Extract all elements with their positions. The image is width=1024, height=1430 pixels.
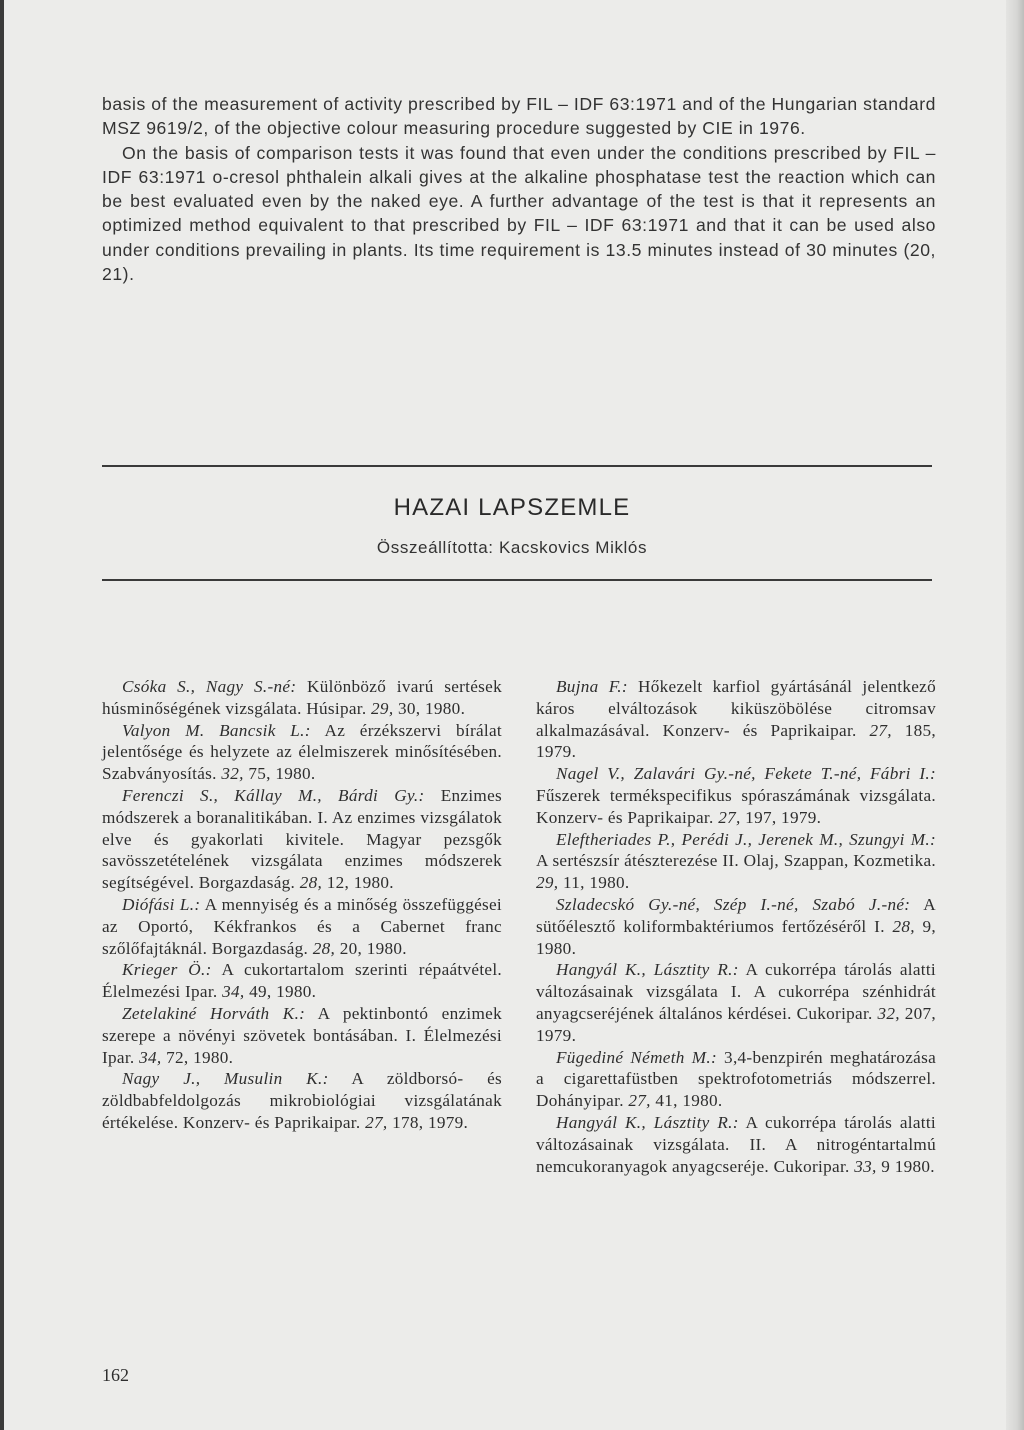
reference-entry <box>102 1003 502 1068</box>
reference-pages-year: 20, 1980. <box>335 938 407 958</box>
reference-pages-year: 178, 1979. <box>387 1112 469 1132</box>
reference-authors: Fügediné Németh M.: <box>556 1047 717 1067</box>
reference-authors: Hangyál K., Lásztity R.: <box>556 960 739 980</box>
reference-authors: Diófási L.: <box>122 894 201 914</box>
section-rule-bottom <box>102 579 932 581</box>
reference-volume: 29, <box>536 873 559 893</box>
reference-volume: 27, <box>365 1112 388 1132</box>
reference-authors: Eleftheriades P., Perédi J., Jerenek M., Szungyi M.: <box>556 829 936 849</box>
reference-entry <box>536 894 936 959</box>
reference-title: Hőkezelt karfiol gyártásánál jelentkező káros elváltozások kiküszöbölése citromsav alkalmazásával. Konzerv- és Paprikaipar. <box>536 677 936 740</box>
reference-authors: Nagy J., Musulin K.: <box>122 1069 329 1089</box>
reference-pages-year: 12, 1980. <box>322 873 394 893</box>
reference-entry <box>536 959 936 1046</box>
reference-title: Enzimes módszerek a boranalitikában. I. Az enzimes vizsgálatok elve és gyakorlati kivitele. Magyar pezsgők savösszetételének vizsgálata enzimes módszerek segítségével. Borgazdaság. <box>102 785 502 893</box>
reference-volume: 27, <box>628 1091 651 1111</box>
reference-entry <box>102 676 502 720</box>
reference-volume: 33, <box>854 1156 877 1176</box>
intro-paragraph-1: basis of the measurement of activity prescribed by FIL – IDF 63:1971 and of the Hungarian standard MSZ 9619/2, of the objective colour measuring procedure suggested by CIE in 1976. <box>102 94 936 139</box>
reference-title: 3,4-benzpirén meghatározása a cigarettafüstben spektrofotometriás módszerrel. Dohányipar. <box>536 1047 936 1111</box>
reference-authors: Ferenczi S., Kállay M., Bárdi Gy.: <box>122 785 425 805</box>
reference-pages-year: 41, 1980. <box>650 1091 723 1111</box>
reference-volume: 28, <box>312 938 336 958</box>
intro-paragraph-2: On the basis of comparison tests it was found that even under the conditions prescribed by FIL – IDF 63:1971 o-cresol phthalein alkali gives at the alkaline phosphatase test the reaction which can be best evaluated even by the naked eye. A further advantage of the test is that it represents an optimized method equivalent to that prescribed by FIL – IDF 63:1971 and that it can be used also under conditions prevailing in plants. Its time requirement is 13.5 minutes instead of 30 minutes (20, 21). <box>102 142 936 285</box>
reference-pages-year: 49, 1980. <box>244 982 317 1002</box>
reference-volume: 34, <box>222 982 245 1002</box>
reference-title: A pektinbontó enzimek szerepe a növényi szövetek bontásában. I. Élelmezési Ipar. <box>102 1003 502 1067</box>
reference-title: A sütőélesztő koliformbaktériumos fertőzéséről I. <box>536 894 936 936</box>
reference-authors: Krieger Ö.: <box>122 960 212 980</box>
page-number: 162 <box>102 1365 129 1385</box>
reference-authors: Szladecskó Gy.-né, Szép I.-né, Szabó J.-né: <box>556 894 911 914</box>
references-column-left <box>102 676 502 1134</box>
reference-pages-year: 197, 1979. <box>740 807 822 827</box>
reference-authors: Nagel V., Zalavári Gy.-né, Fekete T.-né, Fábri I.: <box>556 764 936 784</box>
intro-text <box>102 92 936 286</box>
reference-title: A cukorrépa tárolás alatti változásainak vizsgálata. II. A nitrogéntartalmú nemcukoranyagok anyagcseréje. Cukoripar. <box>536 1112 937 1176</box>
reference-title: Fűszerek termékspecifikus spóraszámának vizsgálata. Konzerv- és Paprikaipar. <box>536 785 936 827</box>
reference-authors: Valyon M. Bancsik L.: <box>122 720 311 740</box>
references-column-right <box>536 676 936 1177</box>
reference-entry <box>102 894 502 959</box>
reference-authors: Hangyál K., Lásztity R.: <box>556 1112 739 1132</box>
scan-edge-left <box>0 0 4 1430</box>
section-subtitle: Összeállította: Kacskovics Miklós <box>376 538 648 557</box>
reference-title: A zöldborsó- és zöldbabfeldolgozás mikrobiológiai vizsgálatának értékelése. Konzerv- és Paprikaipar. <box>102 1069 502 1132</box>
reference-pages-year: 9, 1980. <box>536 916 936 958</box>
reference-volume: 29, <box>371 698 394 718</box>
reference-pages-year: 75, 1980. <box>243 764 316 784</box>
reference-pages-year: 11, 1980. <box>558 873 630 893</box>
reference-entry <box>536 1047 936 1112</box>
reference-volume: 27, <box>718 807 741 827</box>
reference-entry <box>536 1112 936 1177</box>
reference-volume: 28, <box>892 916 915 936</box>
reference-volume: 28, <box>299 873 323 893</box>
reference-entry <box>536 763 936 828</box>
reference-entry <box>102 720 502 785</box>
reference-volume: 32, <box>877 1003 900 1023</box>
reference-entry <box>536 829 936 894</box>
reference-entry <box>102 1068 502 1133</box>
reference-title: A sertészsír átészterezése II. Olaj, Szappan, Kozmetika. <box>536 851 936 871</box>
reference-entry <box>536 676 936 763</box>
section-title: HAZAI LAPSZEMLE <box>393 494 631 521</box>
reference-pages-year: 185, 1979. <box>536 720 937 762</box>
reference-entry <box>102 785 502 894</box>
reference-title: Különböző ivarú sertések húsminőségének vizsgálata. Húsipar. <box>102 677 502 718</box>
reference-volume: 34, <box>139 1047 162 1067</box>
section-rule-top <box>102 465 932 467</box>
reference-entry <box>102 959 502 1003</box>
reference-title: A cukorrépa tárolás alatti változásainak vizsgálata I. A cukorrépa szénhidrát anyagcseréjének általános kérdései. Cukoripar. <box>536 960 937 1023</box>
reference-authors: Csóka S., Nagy S.-né: <box>122 677 297 696</box>
reference-title: Az érzékszervi bírálat jelentősége és helyzete az élelmiszerek minősítésében. Szabványosítás. <box>102 720 502 784</box>
reference-pages-year: 72, 1980. <box>161 1047 234 1067</box>
reference-authors: Zetelakiné Horváth K.: <box>122 1003 306 1023</box>
reference-pages-year: 207, 1979. <box>536 1003 937 1045</box>
reference-title: A cukortartalom szerinti répaátvétel. Élelmezési Ipar. <box>102 960 503 1002</box>
reference-volume: 27, <box>869 720 892 740</box>
reference-authors: Bujna F.: <box>556 677 628 696</box>
scan-edge-right <box>1006 0 1024 1430</box>
reference-pages-year: 30, 1980. <box>393 698 466 718</box>
reference-pages-year: 9 1980. <box>876 1156 935 1176</box>
reference-title: A mennyiség és a minőség összefüggései az Oportó, Kékfrankos és a Cabernet franc szőlőfajtáknál. Borgazdaság. <box>102 894 503 958</box>
reference-volume: 32, <box>221 764 244 784</box>
